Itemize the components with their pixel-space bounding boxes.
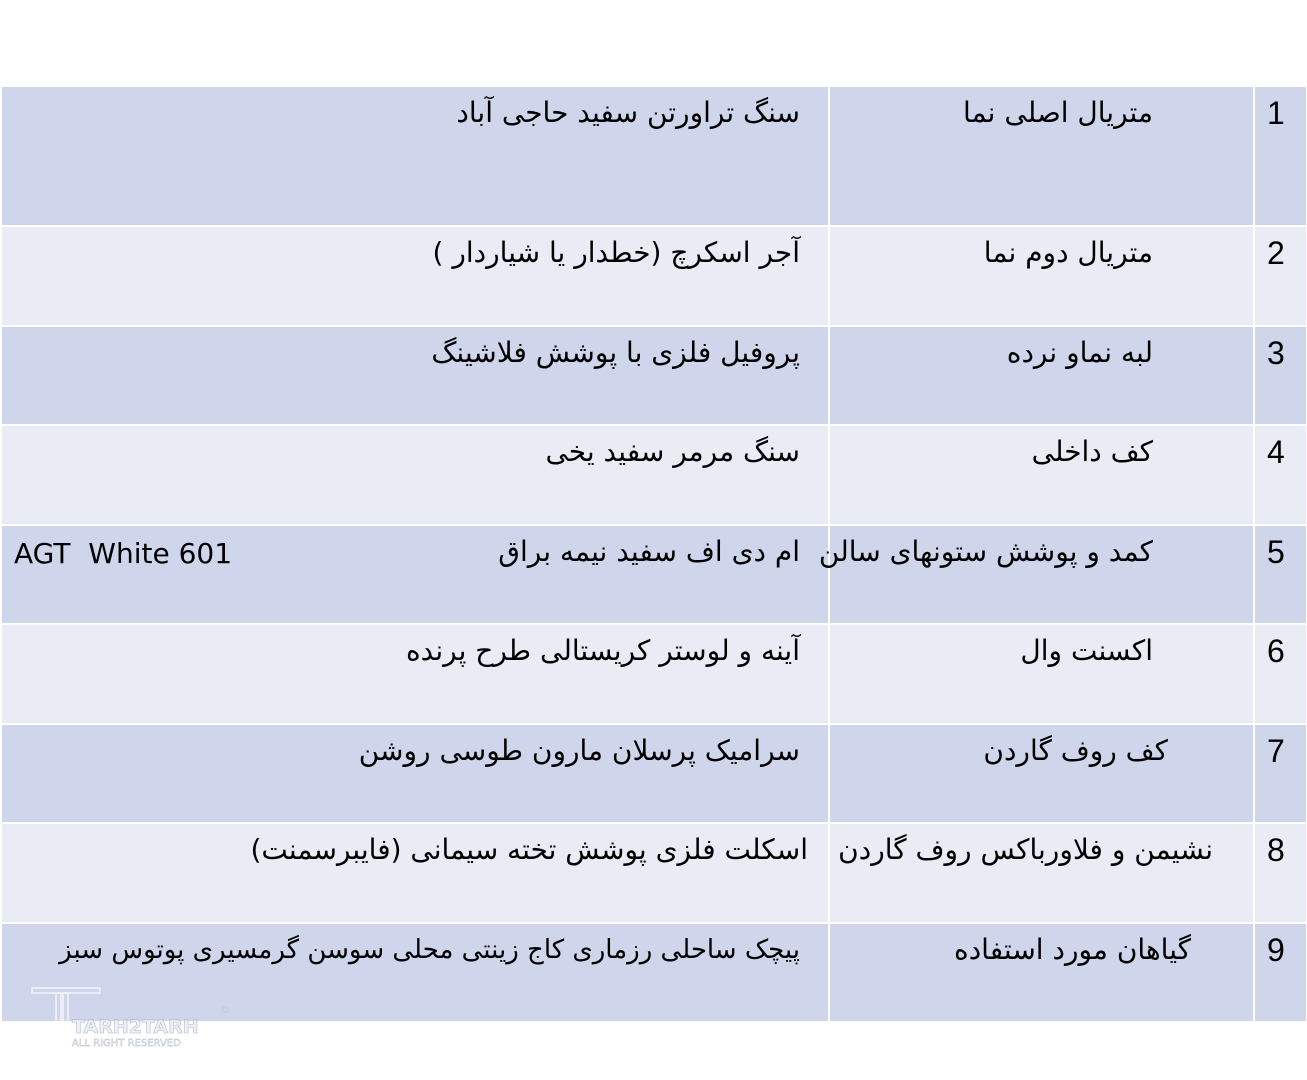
row-number: 5 [1267,534,1285,570]
row-number: 6 [1267,633,1285,669]
row-number: 1 [1267,95,1285,131]
row-number: 7 [1267,733,1285,769]
item-label: کمد و پوشش ستونهای سالن [818,535,1153,568]
item-description: سنگ تراورتن سفید حاجی آباد [456,96,800,129]
copyright-symbol: © [220,1005,230,1016]
item-label: متریال دوم نما [983,236,1153,269]
item-description-cell [2,426,828,524]
item-description: سنگ مرمر سفید یخی [545,435,800,468]
table-row [2,625,1306,725]
item-description: سرامیک پرسلان مارون طوسی روشن [358,734,800,767]
item-label-cell [828,87,1253,225]
row-number-cell [1253,725,1306,822]
materials-table [2,87,1306,1021]
item-description-cell [2,526,828,623]
item-description: پروفیل فلزی با پوشش فلاشینگ [431,336,800,369]
item-description: ام دی اف سفید نیمه براق [498,535,800,568]
item-description-cell [2,227,828,325]
row-number-cell [1253,625,1306,723]
table-row [2,824,1306,924]
item-label: گیاهان مورد استفاده [954,933,1191,966]
item-label-cell [828,625,1253,723]
row-number: 9 [1267,932,1285,968]
item-label-cell [828,426,1253,524]
row-number: 4 [1267,434,1285,470]
item-description: آینه و لوستر کریستالی طرح پرنده [405,634,800,667]
item-description-cell [2,824,828,922]
item-description-cell [2,327,828,424]
row-number-cell [1253,87,1306,225]
item-label: کف داخلی [1031,435,1153,468]
item-label-cell [818,526,1253,623]
logo-mark-icon [30,985,240,1051]
table-row [2,526,1306,625]
item-description: آجر اسکرچ (خطدار یا شیاردار ) [432,236,800,269]
row-number-cell [1253,327,1306,424]
table-row [2,725,1306,824]
row-number: 2 [1267,235,1285,271]
row-number-cell [1253,526,1306,623]
item-description: پیچک ساحلی رزماری کاج زینتی محلی سوسن گرمسیری پوتوس سبز [59,935,800,965]
item-label: اکسنت وال [1020,634,1153,667]
item-label-cell [828,725,1253,822]
watermark-brand: TARH2TARH [72,1016,199,1038]
table-row [2,87,1306,227]
item-label: کف روف گاردن [983,734,1168,767]
item-label-cell [828,924,1253,1021]
item-description-cell [2,625,828,723]
row-number: 8 [1267,832,1285,868]
table-row [2,227,1306,327]
row-number: 3 [1267,335,1285,371]
row-number-cell [1253,924,1306,1021]
item-label-cell [828,824,1253,922]
item-description-cell [2,725,828,822]
item-description: اسکلت فلزی پوشش تخته سیمانی (فایبرسمنت) [250,833,808,866]
color-code: AGT White 601 [14,537,233,570]
table-row [2,426,1306,526]
item-label-cell [828,327,1253,424]
row-number-cell [1253,824,1306,922]
row-number-cell [1253,426,1306,524]
row-number-cell [1253,227,1306,325]
item-label: نشیمن و فلاورباکس روف گاردن [838,833,1213,866]
item-label: لبه نماو نرده [1006,336,1153,369]
tarh2tarh-watermark-logo [30,985,240,1051]
watermark-tagline: ALL RIGHT RESERVED [72,1038,181,1049]
table-row [2,327,1306,426]
item-label-cell [828,227,1253,325]
item-description-cell [2,87,828,225]
item-label: متریال اصلی نما [962,96,1153,129]
